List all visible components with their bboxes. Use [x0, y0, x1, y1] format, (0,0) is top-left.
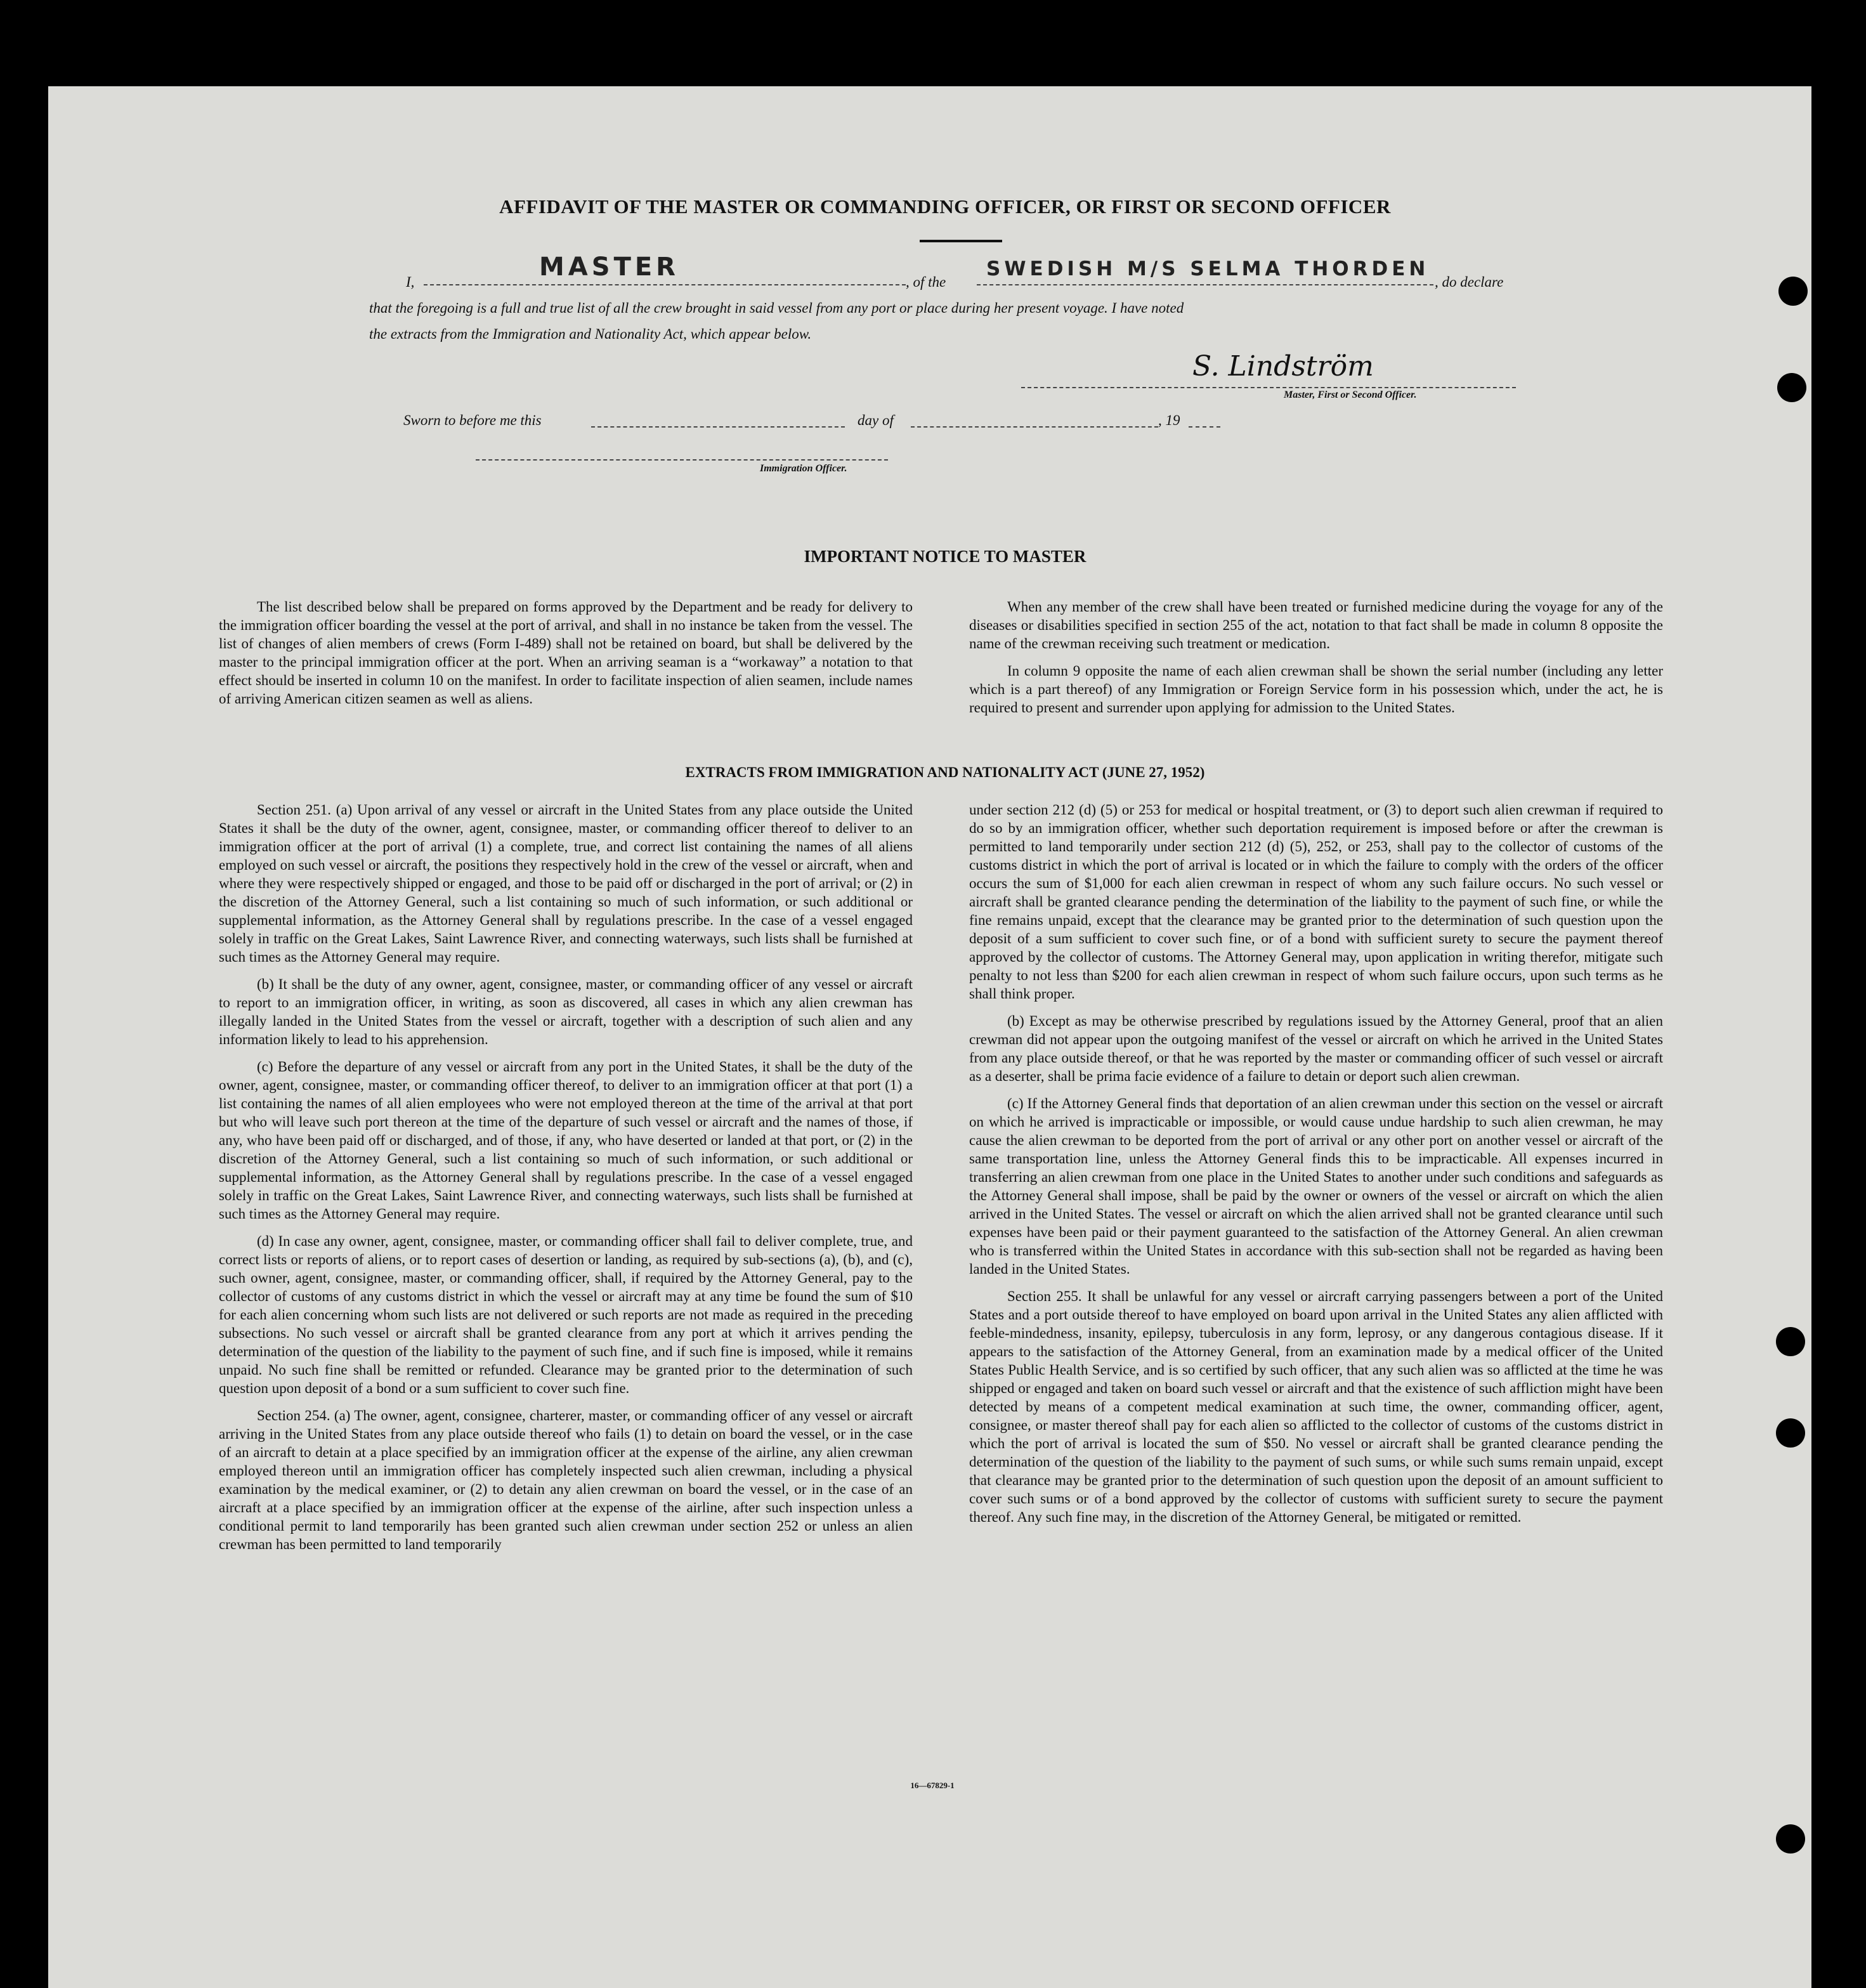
vessel-handwritten: SWEDISH M/S SELMA THORDEN: [986, 258, 1430, 280]
punch-hole: [1778, 277, 1808, 306]
extracts-left-column: [219, 801, 913, 1562]
year-line: [1189, 411, 1220, 428]
punch-hole: [1777, 373, 1806, 402]
form-code: 16—67829-1: [910, 1781, 955, 1790]
sworn-label: Sworn to before me this: [403, 412, 542, 428]
month-line: [911, 411, 1158, 428]
section-254a: Section 254. (a) The owner, agent, consignee, charterer, master, or commanding officer of any vessel or aircraft arriving in the United States from any place outside thereof who fails (1) to detain on board the vessel, or in the case of an aircraft to detain at a place specified by an immigration officer at the expense of the airline, any alien crewman employed thereon until an immigration officer has completely inspected such alien crewman, including a physical examination by the medical examiner, or (2) to detain any alien crewman on board the vessel, or in the case of an aircraft at a place specified by an immigration officer at the expense of the airline, after such inspection unless a conditional permit to land temporarily has been granted such alien crewman under section 252 or unless an alien crewman has been permitted to land temporarily: [219, 1408, 913, 1552]
master-handwritten: MASTER: [539, 252, 679, 282]
section-251a: Section 251. (a) Upon arrival of any vessel or aircraft in the United States from any place outside the United States it shall be the duty of the owner, agent, consignee, master, or commanding officer thereof to deliver to an immigration officer at the port of arrival (1) a complete, true, and correct list containing the names of all aliens employed on such vessel or aircraft, the positions they respectively hold in the crew of the vessel or aircraft, when and where they were respectively shipped or engaged, and those to be paid off or discharged in the port of arrival; or (2) in the discretion of the Attorney General, such a list containing so much of such information, or such additional or supplemental information, as the Attorney General shall by regulations prescribe. In the case of a vessel engaged solely in traffic on the Great Lakes, Saint Lawrence River, and connecting waterways, such lists shall be furnished at such times as the Attorney General may require.: [219, 802, 913, 965]
declaration-line-2: the extracts from the Immigration and Nationality Act, which appear below.: [369, 326, 812, 342]
year-label: , 19: [1158, 412, 1180, 428]
section-254b: (b) Except as may be otherwise prescribed by regulations issued by the Attorney General, proof that an alien crewman did not appear upon the outgoing manifest of the vessel or aircraft on which he arrived in the United States from any place outside thereof, or that he was reported by the master or commanding officer of such vessel or aircraft as a deserter, shall be prima facie evidence of a failure to detain or deport such alien crewman.: [969, 1013, 1663, 1084]
immigration-officer-caption: Immigration Officer.: [760, 463, 847, 474]
section-254a-continued: under section 212 (d) (5) or 253 for medical or hospital treatment, or (3) to deport such alien crewman if required to do so by an immigration officer, whether such deportation requirement is imposed before or after the crewman is permitted to land temporarily under section 212 (d) (5), 252, or 253, shall pay to the collector of customs of the customs district in which the port of arrival is located or in which the failure to comply with the orders of the officer occurs the sum of $1,000 for each alien crewman in respect of whom any such failure occurs. No such vessel or aircraft shall be granted clearance pending the determination of the liability to the payment of such fine, or while the fine remains unpaid, except that the clearance may be granted prior to the determination of such question upon the deposit of a sum sufficient to cover such fine, or of a bond with sufficient surety to secure the payment thereof approved by the collector of customs. The Attorney General may, upon application in writing therefor, mitigate such penalty to not less than $200 for each alien crewman in respect of whom such failure occurs, upon such terms as he shall think proper.: [969, 802, 1663, 1002]
notice-title: IMPORTANT NOTICE TO MASTER: [804, 547, 1086, 566]
section-254c: (c) If the Attorney General finds that deportation of an alien crewman under this section on the vessel or aircraft on which he arrived is impracticable or impossible, or would cause undue hardship to such alien crewman, he may cause the alien crewman to be deported from the port of arrival or any other port on another vessel or aircraft of the same transportation line, unless the Attorney General finds this to be impracticable. All expenses incurred in transferring an alien crewman from one place in the United States to another under such conditions and safeguards as the Attorney General shall impose, shall be paid by the owner or owners of the vessel or aircraft on which the alien arrived in the United States. The vessel or aircraft on which the alien arrived shall not be granted clearance until such expenses have been paid or their payment guaranteed to the satisfaction of the Attorney General. An alien crewman who is transferred within the United States in accordance with this sub-section shall not be regarded as having been landed in the United States.: [969, 1095, 1663, 1277]
notice-right-column: [969, 598, 1663, 726]
title-rule: [920, 240, 1002, 242]
i-label: I,: [406, 274, 415, 290]
section-251c: (c) Before the departure of any vessel or aircraft from any port in the United States, it shall be the duty of the owner, agent, consignee, master, or commanding officer thereof, to deliver to an immigration officer at that port (1) a list containing the names of all alien employees who were not employed thereon at the time of the arrival at that port but who will leave such port thereon at the time of the departure of such vessel or aircraft and the names of those, if any, who have been paid off or discharged, and of those, if any, who have deserted or landed at that port, or (2) in the discretion of the Attorney General, such a list containing so much of such information, or such additional or supplemental information, as the Attorney General shall by regulations prescribe. In the case of a vessel engaged solely in traffic on the Great Lakes, Saint Lawrence River, and connecting waterways, such lists shall be furnished at such times as the Attorney General may require.: [219, 1059, 913, 1222]
do-declare-label: , do declare: [1435, 274, 1504, 290]
declaration-line-1: that the foregoing is a full and true list of all the crew brought in said vessel from any port or place during her present voyage. I have noted: [369, 300, 1184, 316]
punch-hole: [1776, 1824, 1805, 1854]
of-the-label: , of the: [906, 274, 946, 290]
extracts-title: EXTRACTS FROM IMMIGRATION AND NATIONALITY ACT (JUNE 27, 1952): [685, 764, 1205, 780]
notice-paragraph: When any member of the crew shall have been treated or furnished medicine during the voyage for any of the diseases or disabilities specified in section 255 of the act, notation to that fact shall be made in column 8 opposite the name of the crewman receiving such treatment or medication.: [969, 599, 1663, 651]
extracts-right-column: [969, 801, 1663, 1535]
sworn-date-line: [591, 411, 845, 428]
notice-paragraph: The list described below shall be prepared on forms approved by the Department and be ready for delivery to the immigration officer boarding the vessel at the port of arrival, and shall in no instance be taken from the vessel. The list of changes of alien members of crews (Form I-489) shall not be retained on board, but shall be delivered by the master to the principal immigration officer at the port. When an arriving seaman is a “workaway” a notation to that effect should be inserted in column 10 on the manifest. In order to facilitate inspection of alien seamen, include names of arriving American citizen seamen as well as aliens.: [219, 599, 913, 707]
affidavit-title: AFFIDAVIT OF THE MASTER OR COMMANDING OFFICER, OR FIRST OR SECOND OFFICER: [499, 195, 1391, 218]
section-251d: (d) In case any owner, agent, consignee, master, or commanding officer shall fail to deliver complete, true, and correct lists or reports of aliens, or to report cases of desertion or landing, as required by sub-sections (a), (b), and (c), such owner, agent, consignee, master, or commanding officer, shall, if required by the Attorney General, pay to the collector of customs of any customs district in which the vessel or aircraft may at any time be found the sum of $10 for each alien concerning whom such lists are not delivered or such reports are not made as required in the preceding subsections. No such vessel or aircraft shall be granted clearance from any port at which it arrives pending the determination of the question of the liability to the payment of such fine, and if such fine is imposed, while it remains unpaid. No such fine shall be remitted or refunded. Clearance may be granted prior to the determination of such question upon deposit of a bond or a sum sufficient to cover such fine.: [219, 1233, 913, 1396]
day-of-label: day of: [858, 412, 894, 428]
immigration-officer-line: [476, 444, 888, 461]
section-251b: (b) It shall be the duty of any owner, agent, consignee, master, or commanding officer of any vessel or aircraft to report to an immigration officer, in writing, as soon as discovered, all cases in which any alien crewman has illegally landed in the United States from the vessel or aircraft, together with a description of such alien and any information likely to lead to his apprehension.: [219, 976, 913, 1047]
punch-hole: [1776, 1327, 1805, 1356]
signature-caption: Master, First or Second Officer.: [1284, 389, 1417, 400]
section-255: Section 255. It shall be unlawful for any vessel or aircraft carrying passengers between a port of the United States and a port outside thereof to have employed on board upon arrival in the United States any alien afflicted with feeble-mindedness, insanity, epilepsy, tuberculosis in any form, leprosy, or any dangerous contagious disease. If it appears to the satisfaction of the Attorney General, from an examination made by a medical officer of the United States Public Health Service, and is so certified by such officer, that any such alien was so afflicted at the time he was shipped or engaged and taken on board such vessel or aircraft and that the existence of such affliction might have been detected by means of a competent medical examination at such time, the owner, commanding officer, agent, consignee, or master thereof shall pay for each alien so afflicted to the collector of customs of the customs district in which the port of arrival is located the sum of $50. No vessel or aircraft shall be granted clearance pending the determination of the question of the liability to the payment of such sums, or while such sums remain unpaid, except that clearance may be granted prior to the determination of such question upon the deposit of an amount sufficient to cover such sums or of a bond approved by the collector of customs with sufficient surety to secure the payment thereof. Any such fine may, in the discretion of the Attorney General, be mitigated or remitted.: [969, 1288, 1663, 1525]
notice-paragraph: In column 9 opposite the name of each alien crewman shall be shown the serial number (including any letter which is a part thereof) of any Immigration or Foreign Service form in his possession which, under the act, he is required to present and surrender upon applying for admission to the United States.: [969, 663, 1663, 716]
notice-left-column: [219, 598, 913, 717]
signature: S. Lindström: [1192, 350, 1374, 383]
punch-hole: [1776, 1418, 1805, 1448]
